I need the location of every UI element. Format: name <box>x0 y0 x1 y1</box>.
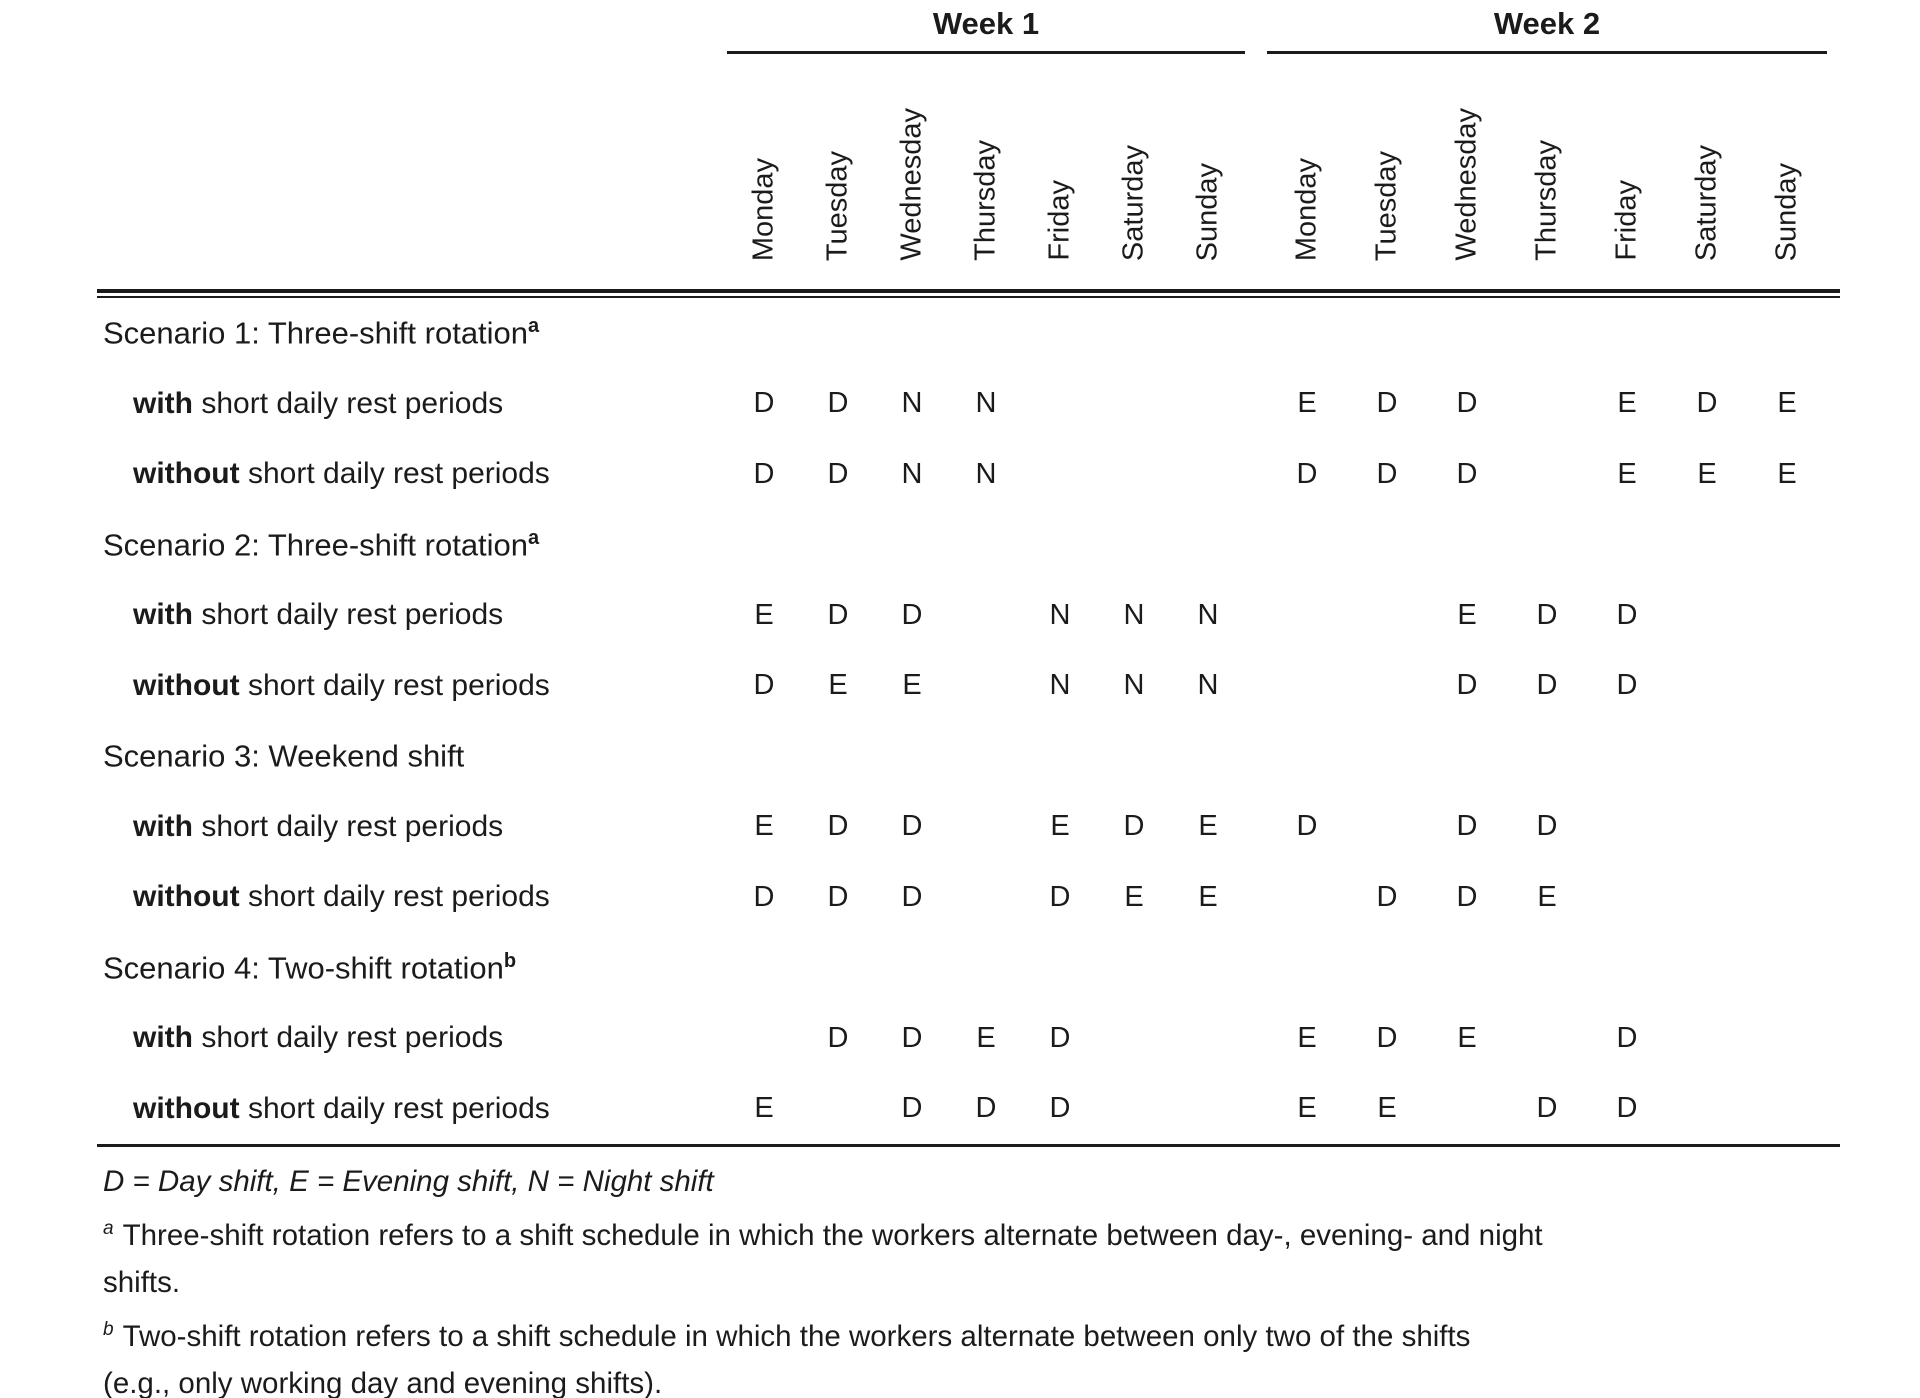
week-header-row <box>97 6 1920 54</box>
shift-cell-text: D <box>827 387 849 420</box>
shift-cell-text: D <box>901 1021 923 1054</box>
shift-cell-text: D <box>1536 669 1558 702</box>
shift-cell-text: D <box>1296 457 1318 490</box>
footnote-b-text-continued: (e.g., only working day and evening shifts). <box>103 1366 663 1398</box>
shift-cell-text: D <box>1616 1021 1638 1054</box>
shift-cell-text: D <box>1616 669 1638 702</box>
shift-cell <box>1023 599 1097 632</box>
shift-cell-text: D <box>1376 457 1398 490</box>
footnote-marker: a <box>528 526 540 549</box>
shift-cell-text: E <box>828 669 848 702</box>
shift-cell-text: E <box>1537 880 1557 913</box>
scenario-title-text: Scenario 3: Weekend shift <box>103 738 465 774</box>
day-header <box>1747 54 1827 289</box>
shift-cell-text: D <box>1376 880 1398 913</box>
week-gap <box>1245 54 1267 289</box>
row-label <box>97 669 727 703</box>
scenario-title-text: Scenario 2: Three-shift rotation <box>103 526 529 562</box>
shift-cell <box>875 881 949 914</box>
day-header <box>801 54 875 289</box>
shift-cell-text: N <box>1049 669 1071 702</box>
shift-cell <box>1427 387 1507 420</box>
shift-cell <box>1427 669 1507 702</box>
shift-cell <box>949 1092 1023 1125</box>
day-header-row <box>97 54 1920 289</box>
row-label-rest: short daily rest periods <box>193 809 504 843</box>
shift-cell <box>1507 810 1587 843</box>
row-label <box>97 880 727 914</box>
day-header <box>1171 54 1245 289</box>
shift-cell <box>1427 810 1507 843</box>
scenario-title <box>97 527 539 563</box>
shift-cell-text: E <box>754 1092 774 1125</box>
shift-cell-text: D <box>1536 810 1558 843</box>
day-header-text: Saturday <box>1117 144 1150 261</box>
schedule-row <box>97 369 1920 440</box>
shift-cell <box>1097 810 1171 843</box>
shift-cell <box>1667 458 1747 491</box>
day-header <box>1507 54 1587 289</box>
shift-cell <box>801 881 875 914</box>
shift-cell-text: E <box>1198 880 1218 913</box>
week1-cells <box>727 387 1245 420</box>
row-label-rest: short daily rest periods <box>193 598 504 632</box>
schedule-row <box>97 1074 1920 1145</box>
shift-cell <box>1023 810 1097 843</box>
shift-cell <box>875 1022 949 1055</box>
shift-cell <box>1747 387 1827 420</box>
shift-cell <box>1587 1022 1667 1055</box>
shift-cell-text: E <box>754 598 774 631</box>
row-label-emphasis: without <box>133 668 240 702</box>
shift-cell-text: N <box>1123 669 1145 702</box>
shift-cell-text: D <box>901 880 923 913</box>
row-label-emphasis: without <box>133 1091 240 1125</box>
shift-cell-text: D <box>1376 1021 1398 1054</box>
shift-cell-text: D <box>827 880 849 913</box>
week1-cells <box>727 599 1245 632</box>
shift-cell-text: D <box>827 810 849 843</box>
shift-cell <box>875 387 949 420</box>
week2-cells <box>1267 810 1827 843</box>
shift-cell-text: E <box>1297 387 1317 420</box>
shift-cell-text: E <box>1777 457 1797 490</box>
day-header <box>727 54 801 289</box>
shift-cell <box>1587 387 1667 420</box>
week2-cells <box>1267 599 1827 632</box>
shift-cell-text: E <box>1617 387 1637 420</box>
shift-cell <box>727 810 801 843</box>
row-label <box>97 1092 727 1126</box>
week1-cells <box>727 669 1245 702</box>
row-label-rest: short daily rest periods <box>239 668 550 702</box>
week1-cells <box>727 881 1245 914</box>
row-label-rest: short daily rest periods <box>239 880 550 914</box>
shift-cell-text: E <box>1297 1021 1317 1054</box>
shift-cell-text: E <box>976 1021 996 1054</box>
shift-cell-text: N <box>975 387 997 420</box>
week1-label: Week 1 <box>932 6 1040 41</box>
shift-cell <box>949 387 1023 420</box>
shift-cell-text: D <box>1616 598 1638 631</box>
row-label-emphasis: without <box>133 457 240 491</box>
week-gap <box>1245 6 1267 54</box>
day-header-text: Wednesday <box>1450 108 1483 261</box>
shift-cell <box>1747 458 1827 491</box>
shift-cell-text: E <box>1198 810 1218 843</box>
shift-cell <box>1587 458 1667 491</box>
shift-cell <box>1347 1092 1427 1125</box>
scenario-heading <box>97 510 1920 581</box>
shift-cell-text: D <box>1376 387 1398 420</box>
shift-cell <box>1097 881 1171 914</box>
shift-cell <box>949 458 1023 491</box>
day-header <box>1097 54 1171 289</box>
shift-cell-text: D <box>901 598 923 631</box>
row-label-emphasis: with <box>133 386 193 420</box>
shift-cell-text: E <box>1297 1092 1317 1125</box>
row-label <box>97 457 727 491</box>
shift-cell <box>1507 881 1587 914</box>
footnote-a <box>103 1205 1920 1306</box>
shift-cell-text: N <box>1197 669 1219 702</box>
week1-cells <box>727 1092 1245 1125</box>
shift-cell <box>801 669 875 702</box>
day-header-text: Sunday <box>1191 162 1224 261</box>
day-header-text: Friday <box>1043 180 1076 261</box>
row-label-emphasis: with <box>133 809 193 843</box>
footnotes <box>97 1158 1920 1398</box>
shift-cell <box>1267 387 1347 420</box>
table-top-rule <box>97 289 1840 298</box>
shift-cell-text: D <box>1536 1092 1558 1125</box>
shift-cell <box>1267 458 1347 491</box>
shift-cell <box>1587 669 1667 702</box>
shift-cell-text: D <box>1456 880 1478 913</box>
shift-cell-text: D <box>1456 669 1478 702</box>
shift-cell <box>1171 810 1245 843</box>
label-column-spacer <box>97 54 727 289</box>
scenario-title <box>97 738 464 774</box>
shift-cell-text: D <box>1123 810 1145 843</box>
shift-cell <box>1587 599 1667 632</box>
shift-cell <box>801 387 875 420</box>
week2-cells <box>1267 881 1827 914</box>
row-label-emphasis: with <box>133 598 193 632</box>
shift-cell-text: D <box>753 880 775 913</box>
scenario-title-text: Scenario 4: Two-shift rotation <box>103 949 504 985</box>
shift-cell <box>1023 1092 1097 1125</box>
shift-cell-text: E <box>1457 598 1477 631</box>
shift-cell <box>1267 810 1347 843</box>
shift-cell <box>727 458 801 491</box>
scenario-title <box>97 315 539 351</box>
row-label-rest: short daily rest periods <box>239 1091 550 1125</box>
shift-cell <box>875 1092 949 1125</box>
shift-cell <box>1023 1022 1097 1055</box>
shift-cell <box>727 881 801 914</box>
shift-cell-text: E <box>1617 457 1637 490</box>
shift-cell-text: D <box>1616 1092 1638 1125</box>
day-header-text: Thursday <box>969 140 1002 261</box>
shift-cell <box>1427 881 1507 914</box>
row-label-rest: short daily rest periods <box>193 386 504 420</box>
shift-cell <box>1347 458 1427 491</box>
shift-cell-text: D <box>753 457 775 490</box>
scenario-heading <box>97 933 1920 1004</box>
table-bottom-rule <box>97 1144 1840 1147</box>
footnote-a-marker: a <box>103 1218 114 1239</box>
day-header <box>1267 54 1347 289</box>
shift-cell-text: D <box>753 387 775 420</box>
shift-cell <box>1267 1092 1347 1125</box>
footnote-marker: b <box>503 949 517 972</box>
shift-cell <box>1507 599 1587 632</box>
schedule-row <box>97 862 1920 933</box>
shift-cell-text: D <box>1456 457 1478 490</box>
shift-cell-text: D <box>1049 1021 1071 1054</box>
shift-cell <box>1667 387 1747 420</box>
shift-cell <box>1347 1022 1427 1055</box>
shift-cell <box>1171 599 1245 632</box>
shift-cell <box>1427 599 1507 632</box>
shift-cell-text: D <box>901 810 923 843</box>
row-label <box>97 598 727 632</box>
schedule-row <box>97 439 1920 510</box>
week2-cells <box>1267 1092 1827 1125</box>
shift-cell-text: D <box>827 1021 849 1054</box>
day-header <box>1587 54 1667 289</box>
shift-cell <box>727 599 801 632</box>
scenario-heading <box>97 298 1920 369</box>
day-header-text: Monday <box>1290 157 1323 261</box>
scenario-heading <box>97 721 1920 792</box>
shift-cell-text: E <box>902 669 922 702</box>
row-label-emphasis: without <box>133 880 240 914</box>
day-header <box>875 54 949 289</box>
day-header-text: Tuesday <box>821 150 854 261</box>
shift-cell <box>875 458 949 491</box>
day-header-text: Saturday <box>1690 144 1723 261</box>
shift-cell <box>1171 669 1245 702</box>
shift-cell <box>801 599 875 632</box>
footnote-marker: a <box>528 315 540 338</box>
day-header-text: Sunday <box>1770 162 1803 261</box>
row-label-rest: short daily rest periods <box>239 457 550 491</box>
day-header-text: Friday <box>1610 180 1643 261</box>
shift-cell <box>1347 387 1427 420</box>
shift-cell-text: N <box>1197 598 1219 631</box>
shift-cell-text: D <box>1049 1092 1071 1125</box>
shift-cell <box>1267 1022 1347 1055</box>
schedule-row <box>97 1003 1920 1074</box>
shift-cell <box>1507 669 1587 702</box>
day-header-text: Tuesday <box>1370 150 1403 261</box>
footnote-b <box>103 1306 1920 1398</box>
footnote-b-text: Two-shift rotation refers to a shift schedule in which the workers alternate between only two of the shifts <box>122 1319 1471 1353</box>
shift-cell-text: E <box>1457 1021 1477 1054</box>
shift-cell-text: D <box>1536 598 1558 631</box>
shift-cell-text: D <box>827 598 849 631</box>
shift-cell-text: D <box>1456 387 1478 420</box>
row-label <box>97 1021 727 1055</box>
footnote-b-marker: b <box>103 1318 114 1340</box>
shift-cell-text: E <box>754 810 774 843</box>
schedule-row <box>97 792 1920 863</box>
shift-cell <box>875 669 949 702</box>
shift-cell <box>727 669 801 702</box>
week2-header <box>1267 6 1827 54</box>
shift-cell-text: D <box>753 669 775 702</box>
scenario-title-text: Scenario 1: Three-shift rotation <box>103 315 529 351</box>
shift-cell <box>1023 881 1097 914</box>
shift-cell-text: D <box>1049 880 1071 913</box>
shift-cell <box>801 810 875 843</box>
day-header <box>1347 54 1427 289</box>
footnote-a-text-continued: shifts. <box>103 1265 181 1299</box>
footnote-a-text: Three-shift rotation refers to a shift schedule in which the workers alternate between day-, evening- and night <box>122 1218 1543 1252</box>
shift-cell-text: E <box>1377 1092 1397 1125</box>
schedule-row <box>97 651 1920 722</box>
week2-cells <box>1267 669 1827 702</box>
shift-cell <box>1507 1092 1587 1125</box>
shift-cell <box>1427 1022 1507 1055</box>
week1-header <box>727 6 1245 54</box>
row-label-emphasis: with <box>133 1021 193 1055</box>
shift-cell-text: D <box>1296 810 1318 843</box>
shift-cell-text: N <box>1049 598 1071 631</box>
shift-legend-text: D = Day shift, E = Evening shift, N = Night shift <box>103 1165 714 1198</box>
week2-cells <box>1267 458 1827 491</box>
shift-cell <box>1427 458 1507 491</box>
row-label <box>97 810 727 844</box>
shift-cell <box>1347 881 1427 914</box>
week1-cells <box>727 458 1245 491</box>
shift-cell <box>875 810 949 843</box>
shift-cell-text: N <box>975 457 997 490</box>
week2-label: Week 2 <box>1493 6 1601 41</box>
shift-cell-text: N <box>1123 598 1145 631</box>
shift-cell <box>727 1092 801 1125</box>
label-column-spacer <box>97 6 727 54</box>
day-header <box>1023 54 1097 289</box>
shift-cell <box>1171 881 1245 914</box>
week2-cells <box>1267 1022 1827 1055</box>
shift-cell-text: E <box>1697 457 1717 490</box>
week1-cells <box>727 810 1245 843</box>
shift-cell-text: E <box>1050 810 1070 843</box>
week2-cells <box>1267 387 1827 420</box>
shift-cell-text: N <box>901 457 923 490</box>
shift-cell-text: D <box>827 457 849 490</box>
day-header <box>949 54 1023 289</box>
week1-day-headers <box>727 54 1245 289</box>
week1-cells <box>727 1022 1245 1055</box>
shift-cell <box>801 1022 875 1055</box>
row-label-rest: short daily rest periods <box>193 1021 504 1055</box>
day-header <box>1667 54 1747 289</box>
shift-cell <box>1587 1092 1667 1125</box>
row-label <box>97 387 727 421</box>
week2-day-headers <box>1267 54 1827 289</box>
day-header-text: Wednesday <box>895 108 928 261</box>
day-header-text: Thursday <box>1530 140 1563 261</box>
day-header-text: Monday <box>747 157 780 261</box>
shift-cell <box>727 387 801 420</box>
shift-cell-text: N <box>901 387 923 420</box>
day-header <box>1427 54 1507 289</box>
shift-cell-text: D <box>975 1092 997 1125</box>
shift-cell-text: E <box>1777 387 1797 420</box>
schedule-row <box>97 580 1920 651</box>
shift-cell <box>1097 599 1171 632</box>
shift-cell <box>1023 669 1097 702</box>
shift-legend <box>103 1158 1920 1205</box>
scenario-title <box>97 950 516 986</box>
shift-cell-text: D <box>901 1092 923 1125</box>
shift-cell <box>949 1022 1023 1055</box>
shift-cell-text: D <box>1456 810 1478 843</box>
shift-cell-text: D <box>1696 387 1718 420</box>
shift-cell <box>801 458 875 491</box>
shift-cell <box>875 599 949 632</box>
shift-cell <box>1097 669 1171 702</box>
shift-cell-text: E <box>1124 880 1144 913</box>
